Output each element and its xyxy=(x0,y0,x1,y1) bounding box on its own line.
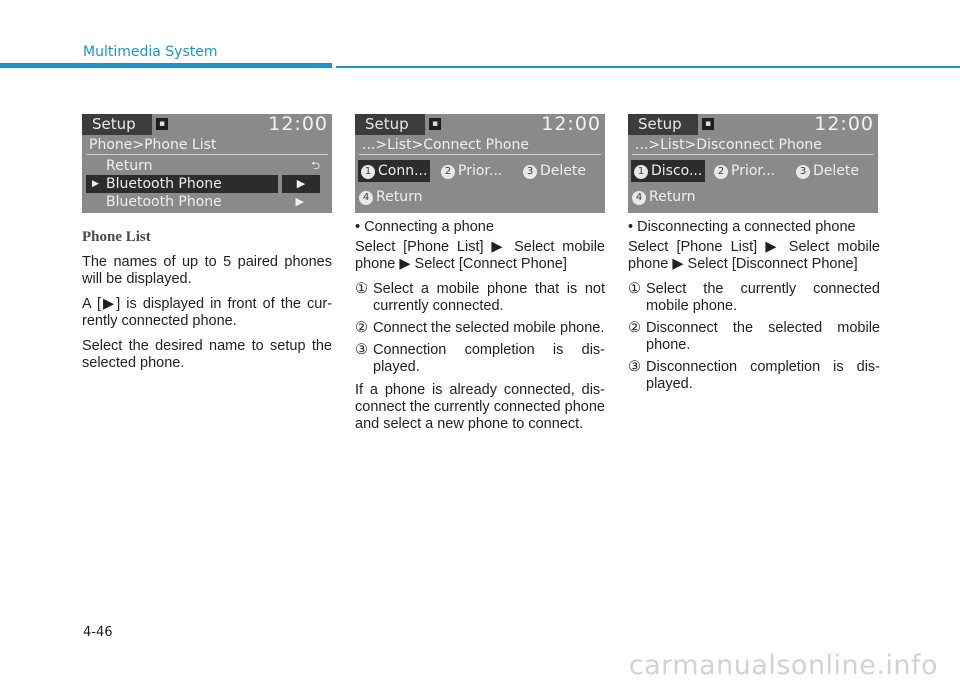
option-number: 4 xyxy=(359,191,373,205)
setup-tab: Setup xyxy=(355,114,425,135)
option-number: 1 xyxy=(361,165,375,179)
connect-phone-column xyxy=(355,219,605,441)
step-item xyxy=(355,281,605,315)
option-label: Prior... xyxy=(731,163,776,179)
step-text: Select the currently connected mobile phone. xyxy=(646,281,880,314)
option-priority xyxy=(714,160,775,182)
option-label: Conn... xyxy=(378,163,428,179)
step-number: ① xyxy=(628,281,641,297)
option-label: Prior... xyxy=(458,163,503,179)
phone-list-heading: Phone List xyxy=(82,229,151,245)
mode-icon: ▪ xyxy=(156,118,168,130)
option-disconnect xyxy=(631,160,705,182)
screen-divider xyxy=(359,154,601,155)
return-label: Return xyxy=(106,158,153,174)
option-return xyxy=(632,186,695,208)
menu-path: Select [Phone List] ▶ Select mobile phone ▶ Select [Disconnect Phone] xyxy=(628,239,880,272)
option-label: Return xyxy=(376,189,423,205)
screen-divider xyxy=(86,154,328,155)
paragraph: A [▶] is displayed in front of the cur-rently connected phone. xyxy=(82,296,332,329)
setup-tab: Setup xyxy=(628,114,698,135)
step-item xyxy=(628,320,880,354)
bullet-heading: • Disconnecting a connected phone xyxy=(628,219,856,235)
connected-marker-icon: ▶ xyxy=(92,179,99,189)
note-paragraph: If a phone is already connected, dis-connect the currently connected phone and select a new phone to connect. xyxy=(355,382,605,432)
option-number: 3 xyxy=(523,165,537,179)
chevron-right-icon: ▶ xyxy=(282,175,320,193)
option-number: 2 xyxy=(441,165,455,179)
return-icon: ⮌ xyxy=(311,159,320,172)
menu-path: Select [Phone List] ▶ Select mobile phone ▶ Select [Connect Phone] xyxy=(355,239,605,272)
phone-label: Bluetooth Phone xyxy=(106,194,222,210)
screen-title: ...>List>Disconnect Phone xyxy=(635,137,822,153)
screen-divider xyxy=(632,154,874,155)
option-label: Disco... xyxy=(651,163,703,179)
phone-row-selected xyxy=(86,175,278,193)
section-title: Multimedia System xyxy=(83,44,218,60)
screen-status-bar xyxy=(628,114,878,135)
return-row xyxy=(86,157,328,175)
option-label: Delete xyxy=(540,163,586,179)
option-number: 1 xyxy=(634,165,648,179)
setup-tab: Setup xyxy=(82,114,152,135)
bullet-heading: • Connecting a phone xyxy=(355,219,494,235)
option-number: 4 xyxy=(632,191,646,205)
clock: 12:00 xyxy=(541,114,601,135)
screen-status-bar xyxy=(82,114,332,135)
step-item xyxy=(355,342,605,376)
step-text: Connect the selected mobile phone. xyxy=(373,320,605,336)
step-text: Connection completion is dis-played. xyxy=(373,342,605,375)
disconnect-phone-column xyxy=(628,219,880,398)
phone-row xyxy=(86,193,328,211)
clock: 12:00 xyxy=(814,114,874,135)
page-number: 4-46 xyxy=(83,625,113,640)
step-item xyxy=(628,359,880,393)
step-text: Disconnection completion is dis-played. xyxy=(646,359,880,392)
step-number: ③ xyxy=(628,359,641,375)
phone-list-screen xyxy=(82,114,332,213)
step-number: ② xyxy=(628,320,641,336)
step-item xyxy=(355,320,605,337)
option-priority xyxy=(441,160,502,182)
screen-title: Phone>Phone List xyxy=(89,137,217,153)
option-label: Delete xyxy=(813,163,859,179)
connect-phone-screen xyxy=(355,114,605,213)
paragraph: Select the desired name to setup the selected phone. xyxy=(82,338,332,371)
header-rule-thick xyxy=(0,63,332,68)
paragraph: The names of up to 5 paired phones will be displayed. xyxy=(82,254,332,287)
step-text: Select a mobile phone that is not currently connected. xyxy=(373,281,605,314)
mode-icon: ▪ xyxy=(702,118,714,130)
screen-status-bar xyxy=(355,114,605,135)
header-rule-thin xyxy=(336,66,960,68)
option-number: 2 xyxy=(714,165,728,179)
watermark: carmanualsonline.info xyxy=(628,650,938,681)
option-label: Return xyxy=(649,189,696,205)
option-delete xyxy=(796,160,859,182)
phone-list-column xyxy=(82,229,332,380)
clock: 12:00 xyxy=(268,114,328,135)
option-delete xyxy=(523,160,586,182)
option-return xyxy=(359,186,422,208)
step-number: ③ xyxy=(355,342,368,358)
disconnect-phone-screen xyxy=(628,114,878,213)
phone-label: Bluetooth Phone xyxy=(106,176,222,192)
step-text: Disconnect the selected mobile phone. xyxy=(646,320,880,353)
option-connect xyxy=(358,160,430,182)
step-item xyxy=(628,281,880,315)
mode-icon: ▪ xyxy=(429,118,441,130)
step-number: ② xyxy=(355,320,368,336)
step-number: ① xyxy=(355,281,368,297)
chevron-right-icon: ▶ xyxy=(295,195,304,208)
screen-title: ...>List>Connect Phone xyxy=(362,137,529,153)
option-number: 3 xyxy=(796,165,810,179)
